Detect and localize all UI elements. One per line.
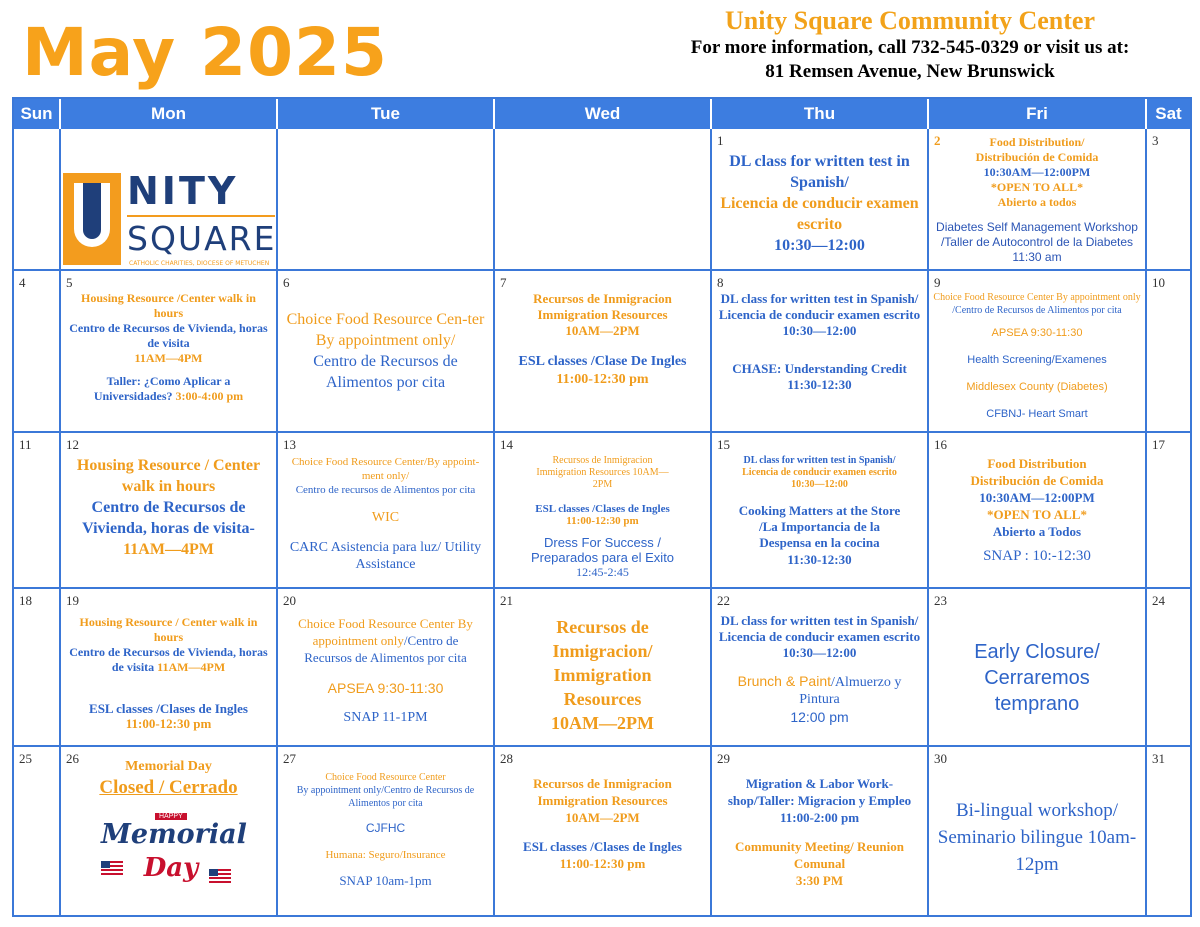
day-number: 1 [717, 133, 724, 148]
day-number: 2 [934, 133, 941, 148]
event-text: Choice Food Resource Center [325, 772, 446, 783]
day-number: 9 [934, 275, 941, 290]
event-text: Dress For Success / Preparados para el Exito [530, 535, 675, 565]
day-number: 14 [500, 437, 513, 452]
event-text: Abierto a todos [997, 195, 1077, 209]
day-cell-28 [495, 747, 712, 915]
event-text: DL class for written test in Spanish [729, 153, 910, 191]
event-text: / [844, 174, 849, 191]
day-cell-15 [712, 433, 929, 589]
event-text: Memorial Day [125, 759, 212, 774]
event-time: 10:30AM—12:00PM [979, 490, 1095, 505]
address-line: 81 Remsen Avenue, New Brunswick [765, 61, 1055, 82]
weekday-wed: Wed [495, 99, 712, 129]
day-cell-13 [278, 433, 495, 589]
event-text: SNAP : 10:-12:30 [983, 548, 1091, 564]
org-name: Unity Square Community Center [724, 6, 1096, 35]
event-time: 9:30-11:30 [1030, 327, 1083, 339]
event-time: 11:30 am [1012, 250, 1062, 264]
logo-tagline: CATHOLIC CHARITIES, DIOCESE OF METUCHEN [129, 260, 270, 267]
event-text: SNAP 10am-1pm [339, 873, 432, 888]
day-cell-9 [929, 271, 1147, 433]
event-text: Choice Food Resource Center By appointment only [298, 616, 473, 648]
event-text: Centro de Recursos de Vivienda, horas de visita- [82, 499, 255, 537]
event-time: 10:30—12:00 [774, 237, 865, 254]
day-cell-17 [1147, 433, 1190, 589]
event-time: 11AM—4PM [157, 660, 226, 674]
event-text: Recursos de Inmigracion [533, 776, 672, 791]
day-number: 4 [19, 275, 26, 290]
event-text: Cooking Matters at the Store /La Importancia de la Despensa en la cocina [738, 503, 901, 550]
event-text: Recursos de Inmigracion [533, 291, 672, 306]
day-number: 21 [500, 593, 513, 608]
event-text: ESL classes /Clases de Ingles [535, 503, 670, 515]
event-text: Early Closure/ Cerraremos temprano [974, 641, 1100, 715]
day-cell-5 [61, 271, 278, 433]
day-number: 27 [283, 751, 296, 766]
day-number: 15 [717, 437, 730, 452]
day-cell-25 [14, 747, 61, 915]
event-text: CFBNJ- Heart Smart [986, 408, 1088, 420]
closed-notice: Closed / Cerrado [99, 777, 238, 798]
day-cell-18 [14, 589, 61, 747]
day-cell-empty [495, 129, 712, 271]
event-text: Food Distribution/ [989, 135, 1085, 149]
event-text: Migration & Labor Work-shop/Taller: Migracion y Empleo 11:00-2:00 pm [727, 776, 912, 825]
event-time: 10:30—12:00 [791, 479, 848, 490]
day-number: 12 [66, 437, 79, 452]
event-text: Health Screening/Examenes [967, 354, 1107, 366]
event-text: ESL classes /Clases de Ingles [523, 839, 682, 854]
event-text: Centro de recursos de Alimentos por cita [295, 484, 476, 496]
happy-label: HAPPY [155, 813, 187, 820]
event-text: By appointment only/Centro de Recursos de Alimentos por cita [296, 785, 475, 809]
weekday-thu: Thu [712, 99, 929, 129]
event-text: Centro de Recursos de Vivienda, horas de visita [69, 645, 268, 674]
day-number: 19 [66, 593, 79, 608]
day-cell-10 [1147, 271, 1190, 433]
event-time: 10:30AM—12:00PM [983, 165, 1091, 179]
event-text: Housing Resource /Center walk in hours [81, 291, 256, 320]
event-text: Middlesex County (Diabetes) [966, 381, 1108, 393]
day-number: 8 [717, 275, 724, 290]
event-text: ESL classes /Clase De Ingles [518, 354, 687, 369]
event-time: 11:00-12:30 pm [566, 515, 639, 527]
event-text: Choice Food Resource Center By appointment only [933, 292, 1141, 303]
day-number: 25 [19, 751, 32, 766]
event-time: 10:30—12:00 [782, 323, 857, 338]
event-text: CJFHC [365, 821, 406, 835]
event-text: Immigration Resources [537, 793, 668, 808]
day-cell-7 [495, 271, 712, 433]
event-text: Centro de Recursos de Vivienda, horas de visita [69, 321, 268, 350]
event-text: Choice Food Resource Cen-ter By appointment only/ [286, 311, 485, 349]
day-number: 20 [283, 593, 296, 608]
event-text: Centro de Recursos de Alimentos por cita [313, 353, 458, 391]
day-number: 30 [934, 751, 947, 766]
memorial-day-graphic [101, 813, 247, 903]
page-title: May 2025 [22, 14, 388, 91]
event-text: APSEA 9:30-11:30 [327, 680, 444, 696]
event-text: DL class for written test in Spanish/ Licencia de conducir examen escrito [718, 613, 921, 644]
day-number: 6 [283, 275, 290, 290]
day-cell-16 [929, 433, 1147, 589]
event-time: 11:00-12:30 pm [556, 372, 649, 387]
day-number: 13 [283, 437, 296, 452]
day-number: 17 [1152, 437, 1165, 452]
day-cell-20 [278, 589, 495, 747]
day-cell-31 [1147, 747, 1190, 915]
calendar-grid [12, 97, 1192, 917]
event-text: Taller: ¿Como Aplicar a Universidades? [93, 374, 231, 403]
event-text: Licencia de conducir examen escrito [720, 195, 919, 233]
event-text: DL class for written test in Spanish/ Licencia de conducir examen escrito [718, 291, 921, 322]
event-text: ESL classes /Clases de Ingles [89, 701, 248, 716]
day-number: 11 [19, 437, 32, 452]
event-text: Diabetes Self Management Workshop [936, 220, 1138, 234]
day-number: 28 [500, 751, 513, 766]
event-text: Brunch & Paint [737, 673, 831, 689]
day-cell-21 [495, 589, 712, 747]
day-cell-29 [712, 747, 929, 915]
event-time: 11AM—4PM [134, 351, 203, 365]
day-number: 23 [934, 593, 947, 608]
day-number: 31 [1152, 751, 1165, 766]
day-number: 24 [1152, 593, 1165, 608]
day-number: 29 [717, 751, 730, 766]
center-info [640, 6, 1180, 84]
event-text: Housing Resource / Center walk in hours [79, 615, 258, 644]
weekday-sun: Sun [14, 99, 61, 129]
day-cell-27 [278, 747, 495, 915]
event-time: 3:00-4:00 pm [175, 389, 244, 403]
event-text: *OPEN TO ALL* [987, 507, 1087, 522]
day-number: 16 [934, 437, 947, 452]
day-cell-3 [1147, 129, 1190, 271]
day-cell-19 [61, 589, 278, 747]
day-cell-empty [278, 129, 495, 271]
weekday-fri: Fri [929, 99, 1147, 129]
logo-cell [61, 129, 278, 271]
event-text: /Centro de Recursos de Alimentos por cita [304, 633, 467, 665]
event-time: 10AM—2PM [565, 323, 640, 338]
weekday-sat: Sat [1147, 99, 1190, 129]
day-cell-6 [278, 271, 495, 433]
flag-icon [209, 869, 231, 883]
event-text: APSEA [991, 327, 1028, 339]
day-number: 10 [1152, 275, 1165, 290]
day-cell-8 [712, 271, 929, 433]
weekday-mon: Mon [61, 99, 278, 129]
day-cell-26 [61, 747, 278, 915]
event-time: 3:30 PM [795, 873, 844, 888]
event-text: *OPEN TO ALL* [990, 180, 1084, 194]
day-cell-empty [14, 129, 61, 271]
event-text: Distribución de Comida [975, 150, 1099, 164]
day-number: 7 [500, 275, 507, 290]
event-text: WIC [371, 510, 400, 525]
memorial-label: Memorial [101, 819, 247, 850]
event-text: CARC Asistencia para luz/ Utility Assistance [289, 540, 482, 572]
event-time: 12:00 pm [790, 709, 849, 725]
event-time: 11AM—4PM [123, 541, 214, 558]
day-cell-11 [14, 433, 61, 589]
day-cell-30 [929, 747, 1147, 915]
event-text: Housing Resource / Center walk in hours [76, 457, 261, 495]
day-cell-2 [929, 129, 1147, 271]
weekday-tue: Tue [278, 99, 495, 129]
event-text: Humana: Seguro/Insurance [325, 849, 446, 861]
day-cell-12 [61, 433, 278, 589]
day-cell-1 [712, 129, 929, 271]
event-text: Bi-lingual workshop/ Seminario bilingue 10am-12pm [937, 800, 1137, 875]
event-text: Community Meeting/ Reunion Comunal [735, 839, 904, 871]
logo-word-square: SQUARE [127, 219, 277, 258]
event-text: Recursos de Inmigracion/ Immigration Resources [552, 617, 653, 709]
event-text: DL class for written test in Spanish/ [743, 455, 896, 466]
event-time: 11:30-12:30 [787, 552, 852, 567]
day-cell-22 [712, 589, 929, 747]
day-cell-23 [929, 589, 1147, 747]
event-text: Choice Food Resource Center/By appoint-ment only/ [291, 456, 480, 482]
event-text: Recursos de Inmigracion Immigration Resources 10AM—2PM [536, 455, 669, 490]
event-time: 12:45-2:45 [576, 565, 629, 579]
flag-icon [101, 861, 123, 875]
day-cell-14 [495, 433, 712, 589]
day-number: 26 [66, 751, 79, 766]
event-text: SNAP 11-1PM [343, 710, 428, 725]
event-text: /Taller de Autocontrol de la Diabetes [940, 235, 1134, 249]
contact-line: For more information, call 732-545-0329 or visit us at: [690, 37, 1130, 58]
event-text: Distribución de Comida [970, 473, 1104, 488]
event-text: Licencia de conducir examen escrito [742, 467, 897, 478]
event-time: 11:00-12:30 pm [559, 856, 646, 871]
day-number: 3 [1152, 133, 1159, 148]
event-text: CHASE: Understanding Credit [732, 361, 907, 376]
day-cell-4 [14, 271, 61, 433]
event-text: /Almuerzo y Pintura [799, 675, 902, 707]
event-time: 11:30-12:30 [787, 377, 852, 392]
day-number: 5 [66, 275, 73, 290]
event-time: 10:30—12:00 [782, 645, 857, 660]
event-text: Food Distribution [987, 456, 1087, 471]
event-time: 11:00-12:30 pm [125, 716, 212, 731]
event-text: Abierto a Todos [992, 524, 1082, 539]
day-label: Day [143, 853, 199, 883]
unity-square-logo [61, 169, 276, 269]
event-time: 10AM—2PM [551, 713, 654, 733]
event-time: 10AM—2PM [565, 810, 640, 825]
day-number: 22 [717, 593, 730, 608]
day-cell-24 [1147, 589, 1190, 747]
logo-word-unity: NITY [127, 169, 239, 213]
day-number: 18 [19, 593, 32, 608]
event-text: /Centro de Recursos de Alimentos por cita [952, 305, 1122, 316]
event-text: Immigration Resources [537, 307, 668, 322]
